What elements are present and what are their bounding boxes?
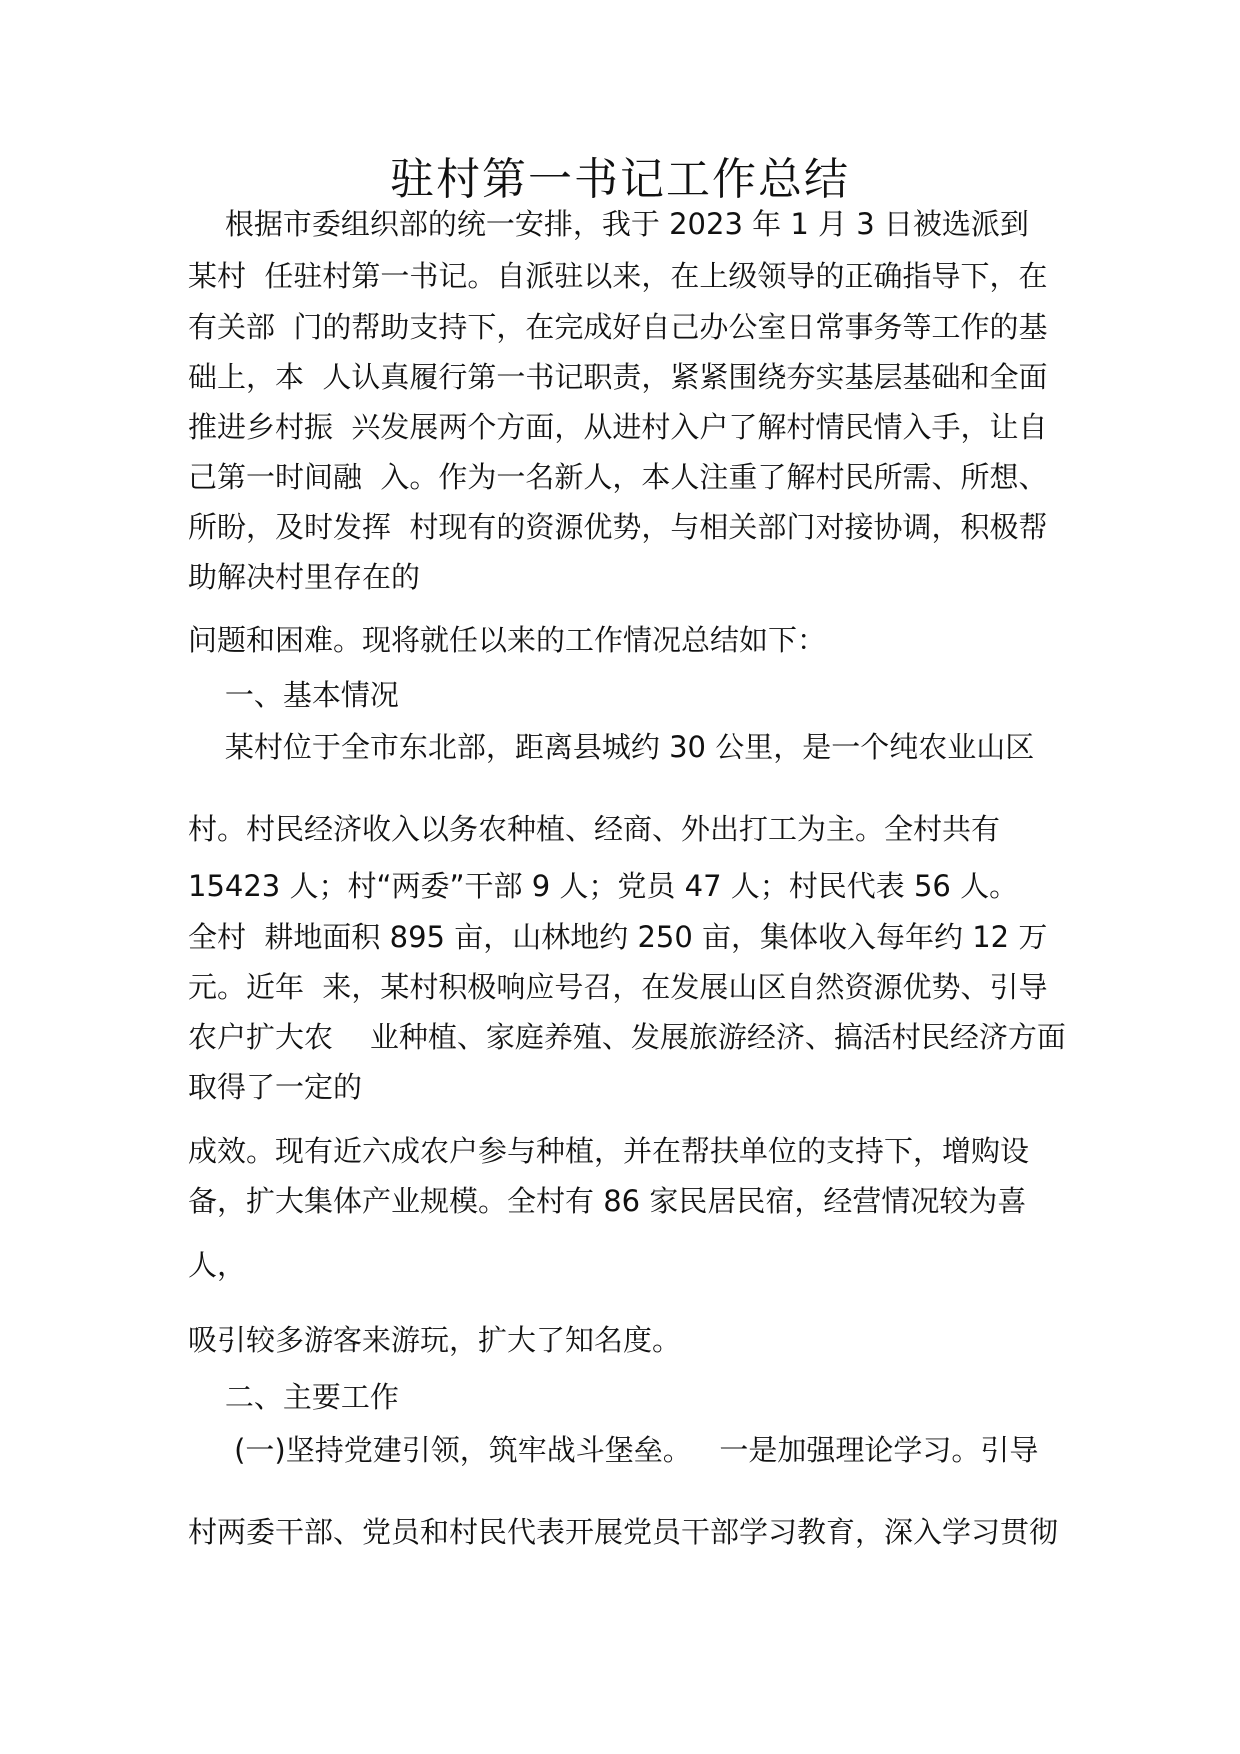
body-line: 全村 耕地面积 895 亩，山林地约 250 亩，集体收入每年约 12 万 — [188, 920, 1048, 954]
body-line: 取得了一定的 — [188, 1070, 363, 1104]
body-line: 根据市委组织部的统一安排，我于 2023 年 1 月 3 日被选派到 — [188, 207, 1029, 241]
body-line: 础上，本 人认真履行第一书记职责，紧紧围绕夯实基层基础和全面 — [188, 360, 1048, 394]
section-heading: 二、主要工作 — [188, 1380, 399, 1414]
body-line: 人， — [188, 1248, 247, 1282]
body-line: 吸引较多游客来游玩，扩大了知名度。 — [188, 1323, 682, 1357]
body-line: 备，扩大集体产业规模。全村有 86 家民居民宿，经营情况较为喜 — [188, 1184, 1027, 1218]
subsection-heading: (一)坚持党建引领，筑牢战斗堡垒。 一是加强理论学习。引导 — [188, 1433, 1039, 1467]
body-line: 己第一时间融 入。作为一名新人，本人注重了解村民所需、所想、 — [188, 460, 1048, 494]
body-line: 助解决村里存在的 — [188, 560, 421, 594]
body-line: 问题和困难。现将就任以来的工作情况总结如下： — [188, 623, 827, 657]
body-line: 某村 任驻村第一书记。自派驻以来，在上级领导的正确指导下，在 — [188, 259, 1048, 293]
body-line: 有关部 门的帮助支持下，在完成好自己办公室日常事务等工作的基 — [188, 310, 1048, 344]
body-line: 农户扩大农 业种植、家庭养殖、发展旅游经济、搞活村民经济方面 — [188, 1020, 1066, 1054]
body-line: 村两委干部、党员和村民代表开展党员干部学习教育，深入学习贯彻 — [188, 1515, 1059, 1549]
body-line: 某村位于全市东北部，距离县城约 30 公里，是一个纯农业山区 — [188, 730, 1035, 764]
body-line: 成效。现有近六成农户参与种植，并在帮扶单位的支持下，增购设 — [188, 1134, 1030, 1168]
section-heading: 一、基本情况 — [188, 678, 399, 712]
body-line: 推进乡村振 兴发展两个方面，从进村入户了解村情民情入手，让自 — [188, 410, 1048, 444]
document-title: 驻村第一书记工作总结 — [390, 154, 850, 205]
body-line: 村。村民经济收入以务农种植、经商、外出打工为主。全村共有 — [188, 812, 1001, 846]
body-line: 15423 人；村“两委”干部 9 人；党员 47 人；村民代表 56 人。 — [188, 869, 1019, 903]
body-line: 所盼，及时发挥 村现有的资源优势，与相关部门对接协调，积极帮 — [188, 510, 1048, 544]
body-line: 元。近年 来，某村积极响应号召，在发展山区自然资源优势、引导 — [188, 970, 1048, 1004]
